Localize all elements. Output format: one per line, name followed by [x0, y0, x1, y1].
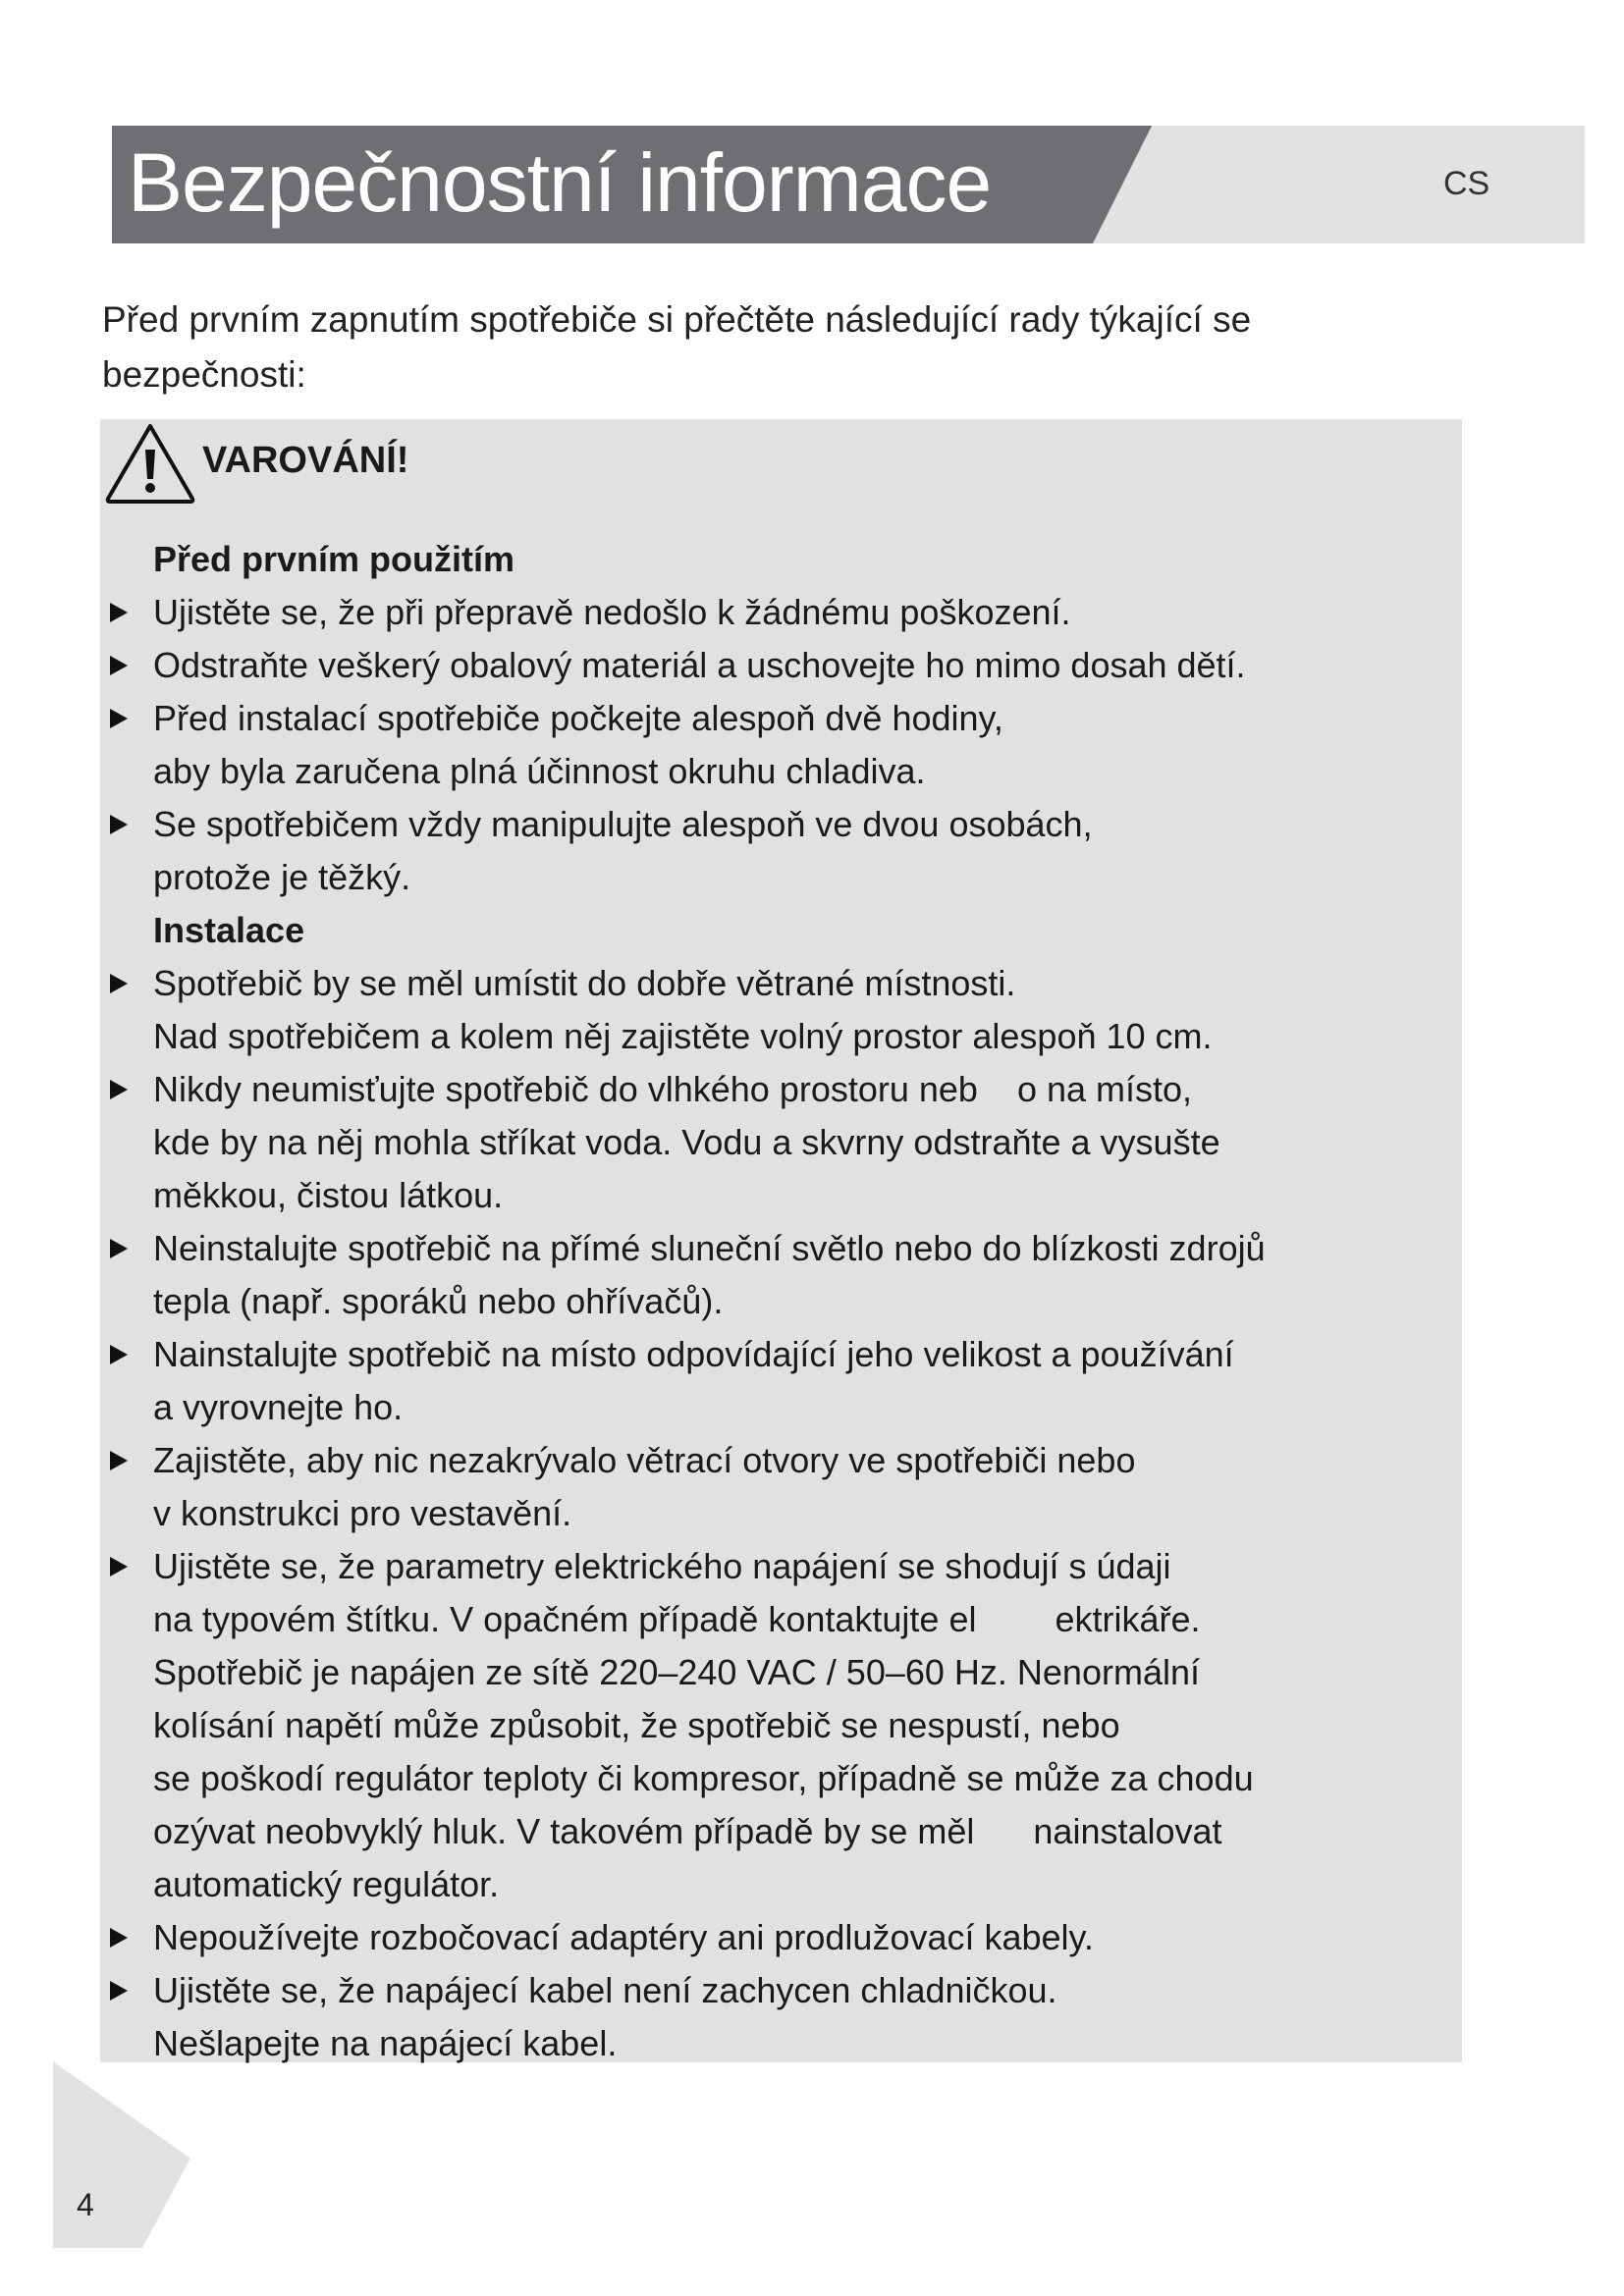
- row-text: Nad spotřebičem a kolem něj zajistěte volný prostor alespoň 10 cm.: [153, 1016, 1213, 1056]
- list-item: [153, 1328, 1459, 1381]
- list-item-continuation: [153, 1169, 1459, 1222]
- intro-text: Před prvním zapnutím spotřebiče si přečtěte následující rady týkající se bezpečnosti:: [102, 299, 1252, 395]
- list-item-continuation: [153, 1487, 1459, 1540]
- row-text: kolísání napětí může způsobit, že spotřebič se nespustí, nebo: [153, 1705, 1120, 1745]
- bullet-triangle-icon: [110, 1451, 128, 1470]
- list-item: [153, 1964, 1459, 2017]
- page-title: Bezpečnostní informace: [128, 136, 992, 229]
- bullet-triangle-icon: [110, 974, 128, 993]
- bullet-triangle-icon: [110, 656, 128, 675]
- list-item-continuation: [153, 1646, 1459, 1699]
- section-heading: [153, 904, 1459, 957]
- language-code: CS: [1443, 165, 1490, 202]
- row-text: aby byla zaručena plná účinnost okruhu chladiva.: [153, 751, 926, 791]
- row-text: Instalace: [153, 910, 305, 950]
- bullet-triangle-icon: [110, 1345, 128, 1364]
- safety-list: [153, 533, 1459, 2070]
- list-item: [153, 798, 1459, 851]
- warning-triangle-icon: [104, 422, 196, 505]
- page-corner-decoration: [53, 2061, 190, 2248]
- list-item-continuation: [153, 1593, 1459, 1646]
- row-text: měkkou, čistou látkou.: [153, 1175, 504, 1215]
- section-heading: [153, 533, 1459, 586]
- list-item: [153, 586, 1459, 639]
- row-text: Ujistěte se, že při přepravě nedošlo k žádnému poškození.: [153, 592, 1071, 632]
- row-text: Odstraňte veškerý obalový materiál a uschovejte ho mimo dosah dětí.: [153, 645, 1246, 685]
- list-item-continuation: [153, 1752, 1459, 1805]
- row-text: tepla (např. sporáků nebo ohřívačů).: [153, 1281, 724, 1321]
- row-text: Nainstalujte spotřebič na místo odpovídající jeho velikost a používání: [153, 1334, 1234, 1374]
- row-text: protože je těžký.: [153, 857, 411, 897]
- row-text: Neinstalujte spotřebič na přímé sluneční světlo nebo do blízkosti zdrojů: [153, 1228, 1266, 1268]
- bullet-triangle-icon: [110, 603, 128, 622]
- bullet-triangle-icon: [110, 709, 128, 728]
- row-text: Zajistěte, aby nic nezakrývalo větrací otvory ve spotřebiči nebo: [153, 1440, 1136, 1480]
- header-language-tab: [1093, 126, 1585, 243]
- list-item-continuation: [153, 851, 1459, 904]
- list-item: [153, 692, 1459, 745]
- row-text: Nešlapejte na napájecí kabel.: [153, 2023, 618, 2063]
- list-item: [153, 1434, 1459, 1487]
- list-item-continuation: [153, 1116, 1459, 1169]
- list-item: [153, 1222, 1459, 1275]
- row-text: Před prvním použitím: [153, 539, 515, 579]
- bullet-triangle-icon: [110, 1080, 128, 1099]
- row-text: Spotřebič je napájen ze sítě 220–240 VAC / 50–60 Hz. Nenormální: [153, 1652, 1200, 1692]
- list-item-continuation: [153, 1381, 1459, 1434]
- list-item-continuation: [153, 2017, 1459, 2070]
- row-text: ozývat neobvyklý hluk. V takovém případě by se měl nainstalovat: [153, 1811, 1222, 1851]
- list-item: [153, 1911, 1459, 1964]
- list-item: [153, 639, 1459, 692]
- row-text: se poškodí regulátor teploty či kompresor, případně se může za chodu: [153, 1758, 1254, 1798]
- list-item-continuation: [153, 1699, 1459, 1752]
- row-text: Ujistěte se, že parametry elektrického napájení se shodují s údaji: [153, 1546, 1171, 1586]
- row-text: automatický regulátor.: [153, 1864, 500, 1904]
- bullet-triangle-icon: [110, 1928, 128, 1948]
- row-text: Spotřebič by se měl umístit do dobře větrané místnosti.: [153, 963, 1016, 1003]
- bullet-triangle-icon: [110, 815, 128, 834]
- bullet-triangle-icon: [110, 1239, 128, 1258]
- page-number: 4: [77, 2187, 94, 2222]
- row-text: Se spotřebičem vždy manipulujte alespoň ve dvou osobách,: [153, 804, 1093, 844]
- list-item: [153, 957, 1459, 1010]
- bullet-triangle-icon: [110, 1557, 128, 1576]
- row-text: Nikdy neumisťujte spotřebič do vlhkého prostoru neb o na místo,: [153, 1069, 1193, 1109]
- row-text: a vyrovnejte ho.: [153, 1387, 404, 1427]
- list-item: [153, 1540, 1459, 1593]
- list-item-continuation: [153, 1858, 1459, 1911]
- list-item-continuation: [153, 1275, 1459, 1328]
- row-text: na typovém štítku. V opačném případě kontaktujte el ektrikáře.: [153, 1599, 1201, 1639]
- row-text: Nepoužívejte rozbočovací adaptéry ani prodlužovací kabely.: [153, 1917, 1094, 1957]
- list-item-continuation: [153, 1805, 1459, 1858]
- row-text: Ujistěte se, že napájecí kabel není zachycen chladničkou.: [153, 1970, 1057, 2010]
- list-item-continuation: [153, 1010, 1459, 1063]
- bullet-triangle-icon: [110, 1981, 128, 2001]
- row-text: v konstrukci pro vestavění.: [153, 1493, 572, 1533]
- row-text: kde by na něj mohla stříkat voda. Vodu a skvrny odstraňte a vysušte: [153, 1122, 1220, 1162]
- row-text: Před instalací spotřebiče počkejte alespoň dvě hodiny,: [153, 698, 1003, 738]
- warning-label: VAROVÁNÍ!: [202, 440, 409, 481]
- list-item: [153, 1063, 1459, 1116]
- list-item-continuation: [153, 745, 1459, 798]
